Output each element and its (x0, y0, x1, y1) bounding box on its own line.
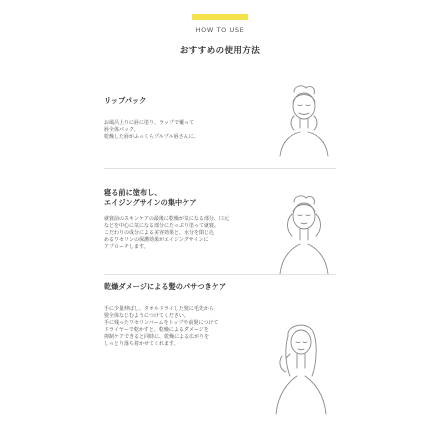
usage-section-lip-pack (104, 96, 274, 141)
usage-section-hair-care (104, 282, 274, 348)
accent-bar (192, 14, 248, 20)
woman-touching-hair-icon (266, 316, 336, 416)
section-title: リップパック (104, 96, 147, 105)
woman-applying-lip-balm-icon (272, 82, 336, 158)
section-body: お風呂上りに唇に塗り、ラップで覆って 唇全体パック。 乾燥した唇がふっくらプルプル唇さんに。 (104, 120, 199, 140)
usage-section-night-care (104, 188, 274, 251)
section-title: 乾燥ダメージによる髪のパサつきケア (104, 282, 227, 291)
section-kicker: HOW TO USE (195, 26, 245, 34)
section-title: 寝る前に塗布し、 エイジングサインの集中ケア (104, 188, 197, 207)
woman-touching-cheeks-icon (272, 192, 336, 276)
section-body: 就寝前のスキンケアの最後に乾燥が気になる部分、口元 などを中心に気になる部分にたっぷり塗って就寝。 こだわりの成分による美容効果と、水分を閉じ込 めるワセリンの保護効果がエイジングサインに アプローチします。 (104, 216, 229, 250)
page-title: おすすめの使用方法 (179, 46, 261, 56)
section-body: 手に少量伸ばし、タオルドライした髪に毛先から 髪全体なじむようにつけてください。 手に残ったワセリンバームをトップや前髪につけて ドライヤーで乾かすと、乾燥によるダメージを 抑制ケアできると同時に、乾燥による広がりを しっとり落ち着かせてくれます。 (104, 306, 219, 347)
section-divider (104, 168, 336, 169)
section-divider (104, 274, 336, 275)
